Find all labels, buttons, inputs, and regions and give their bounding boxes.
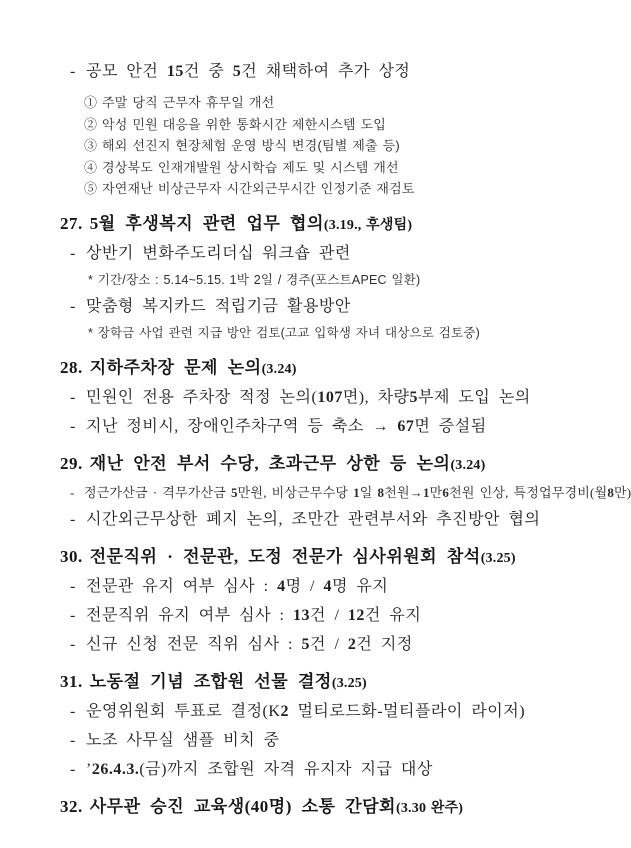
section-31: [60, 670, 570, 783]
heading-title: 전문직위 · 전문관, 도정 전문가 심사위원회 참석: [89, 546, 481, 566]
item-text: 민원인 전용 주차장 적정 논의(107면), 차량5부제 도입 논의: [86, 388, 531, 406]
section-continuation: [60, 58, 570, 200]
heading-paren: (3.30 완주): [395, 800, 464, 816]
section-heading: [60, 452, 570, 478]
item-text: 시간외근무상한 폐지 논의, 조만간 관련부서와 추진방안 협의: [86, 510, 541, 528]
bullet-item: [60, 756, 570, 783]
item-text: 전문직위 유지 여부 심사 : 13건 / 12건 유지: [86, 606, 422, 624]
item-text: 맞춤형 복지카드 적립기금 활용방안: [86, 297, 351, 315]
circled-list-item: [60, 114, 570, 136]
heading-number: 30.: [60, 546, 83, 566]
section-29: [60, 452, 631, 533]
bullet-item: [60, 240, 570, 267]
heading-number: 29.: [60, 453, 83, 473]
bullet-item: [60, 384, 570, 411]
item-text: 전문관 유지 여부 심사 : 4명 / 4명 유지: [86, 577, 389, 595]
dash-marker: -: [70, 417, 76, 435]
bullet-item: [60, 481, 631, 504]
circled-list-item: [60, 178, 570, 200]
heading-number: 31.: [60, 671, 83, 691]
bullet-item: [60, 506, 570, 533]
dash-marker: -: [70, 63, 76, 80]
section-heading: [60, 795, 570, 821]
heading-paren: (3.25): [331, 675, 367, 691]
heading-number: 28.: [60, 357, 83, 377]
heading-title: 5월 후생복지 관련 업무 협의: [89, 213, 324, 233]
section-32: [60, 795, 570, 821]
bullet-item: [60, 602, 570, 629]
heading-number: 32.: [60, 796, 83, 816]
item-text: 노조 사무실 샘플 비치 중: [86, 731, 280, 749]
dash-marker: -: [70, 510, 76, 528]
item-text: 공모 안건 15건 중 5건 채택하여 추가 상정: [86, 63, 411, 80]
dash-marker: -: [70, 297, 76, 315]
heading-title: 지하주차장 문제 논의: [89, 357, 262, 377]
circled-list-item: [60, 135, 570, 157]
section-heading: [60, 212, 570, 238]
dash-marker: -: [70, 702, 76, 720]
heading-paren: (3.19., 후생팀): [323, 217, 413, 233]
dash-marker: -: [70, 731, 76, 749]
section-heading: [60, 356, 570, 382]
item-text: ④ 경상북도 인재개발원 상시학습 제도 및 시스템 개선: [84, 159, 399, 175]
item-text: ② 악성 민원 대응을 위한 통화시간 제한시스템 도입: [84, 116, 387, 132]
circled-list-item: [60, 92, 570, 114]
heading-title: 재난 안전 부서 수당, 초과근무 상한 등 논의: [89, 453, 451, 473]
heading-title: 노동절 기념 조합원 선물 결정: [89, 671, 332, 691]
item-text: 상반기 변화주도리더십 워크숍 관련: [86, 244, 351, 262]
item-text: 정근가산금 · 격무가산금 5만원, 비상근무수당 1일 8천원→1만6천원 인상, 특정업무경비(월8만): [84, 484, 631, 500]
section-heading: [60, 670, 570, 696]
note-item: [60, 322, 570, 344]
item-text: * 장학금 사업 관련 지급 방안 검토(고교 입학생 자녀 대상으로 검토중): [88, 325, 480, 340]
item-text: ’26.4.3.(금)까지 조합원 자격 유지자 지급 대상: [86, 760, 433, 778]
dash-marker: -: [70, 484, 75, 500]
section-heading: [60, 545, 570, 571]
dash-marker: -: [70, 388, 76, 406]
heading-title: 사무관 승진 교육생(40명) 소통 간담회: [89, 796, 396, 816]
heading-paren: (3.24): [261, 361, 297, 377]
heading-number: 27.: [60, 213, 83, 233]
item-text: ③ 해외 선진지 현장체험 운영 방식 변경(팀별 제출 등): [84, 138, 400, 153]
dash-marker: -: [70, 244, 76, 262]
dash-marker: -: [70, 635, 76, 653]
item-text: 신규 신청 전문 직위 심사 : 5건 / 2건 지정: [86, 635, 413, 653]
heading-paren: (3.24): [450, 457, 486, 473]
item-text: ① 주말 당직 근무자 휴무일 개선: [84, 95, 275, 110]
bullet-item: [60, 727, 570, 754]
item-text: 운영위원회 투표로 결정(K2 멀티로드화-멀티플라이 라이저): [86, 702, 526, 720]
note-item: [60, 269, 570, 291]
section-27: [60, 212, 570, 344]
dash-marker: -: [70, 577, 76, 595]
section-28: [60, 356, 570, 440]
dash-marker: -: [70, 760, 76, 778]
bullet-item: [60, 573, 570, 600]
item-text: 지난 정비시, 장애인주차구역 등 축소 → 67면 증설됨: [86, 417, 487, 435]
dash-marker: -: [70, 606, 76, 624]
bullet-item: [60, 413, 570, 440]
bullet-item: [60, 631, 570, 658]
bullet-item: [60, 698, 570, 725]
bullet-item: [60, 293, 570, 320]
heading-paren: (3.25): [480, 550, 516, 566]
item-text: ⑤ 자연재난 비상근무자 시간외근무시간 인정기준 재검토: [84, 181, 415, 196]
section-30: [60, 545, 570, 658]
bullet-item: [60, 58, 570, 85]
item-text: * 기간/장소 : 5.14~5.15. 1박 2일 / 경주(포스트APEC 일환): [88, 272, 421, 287]
circled-list-item: [60, 157, 570, 179]
